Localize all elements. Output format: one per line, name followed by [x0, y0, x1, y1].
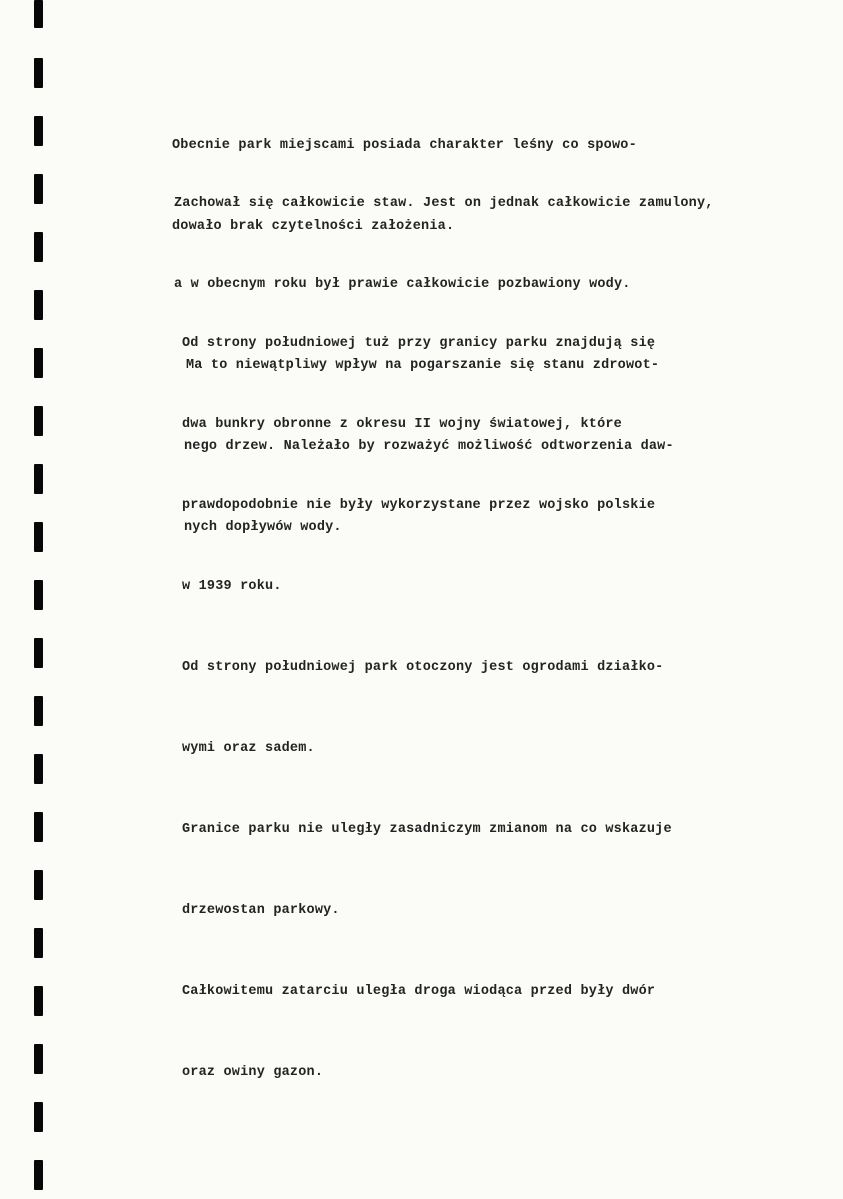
binding-hole [34, 348, 43, 378]
binding-holes [0, 0, 60, 1199]
text-line: oraz owiny gazon. [182, 1065, 324, 1080]
text-line: Od strony południowej tuż przy granicy parku znajdują się [182, 336, 656, 351]
binding-hole [34, 522, 43, 552]
binding-hole [34, 696, 43, 726]
text-line: Granice parku nie uległy zasadniczym zmianom na co wskazuje [182, 822, 672, 837]
text-line: Obecnie park miejscami posiada charakter leśny co spowo- [172, 138, 637, 153]
binding-hole [34, 928, 43, 958]
text-line: dwa bunkry obronne z okresu II wojny światowej, które [182, 417, 622, 432]
binding-hole [34, 464, 43, 494]
text-line: wymi oraz sadem. [182, 741, 315, 756]
binding-hole [34, 1160, 43, 1190]
binding-hole [34, 116, 43, 146]
binding-hole [34, 0, 43, 28]
binding-hole [34, 174, 43, 204]
binding-hole [34, 290, 43, 320]
binding-hole [34, 754, 43, 784]
text-line: nych dopływów wody. [184, 520, 342, 535]
text-line: Ma to niewątpliwy wpływ na pogarszanie się stanu zdrowot- [186, 358, 660, 373]
text-line: dowało brak czytelności założenia. [172, 219, 455, 234]
binding-hole [34, 638, 43, 668]
binding-hole [34, 1102, 43, 1132]
binding-hole [34, 870, 43, 900]
text-line: Od strony południowej park otoczony jest ogrodami działko- [182, 660, 664, 675]
text-line: drzewostan parkowy. [182, 903, 340, 918]
text-line: Całkowitemu zatarciu uległa droga wiodąca przed były dwór [182, 984, 656, 999]
binding-hole [34, 1044, 43, 1074]
text-line: w 1939 roku. [182, 579, 282, 594]
text-line: nego drzew. Należało by rozważyć możliwość odtworzenia daw- [184, 439, 674, 454]
binding-hole [34, 986, 43, 1016]
binding-hole [34, 58, 43, 88]
paragraph [182, 276, 672, 1140]
text-line: prawdopodobnie nie były wykorzystane przez wojsko polskie [182, 498, 656, 513]
text-line: Zachował się całkowicie staw. Jest on jednak całkowicie zamulony, [174, 196, 714, 211]
text-line: a w obecnym roku był prawie całkowicie pozbawiony wody. [174, 277, 631, 292]
binding-hole [34, 232, 43, 262]
binding-hole [34, 580, 43, 610]
binding-hole [34, 812, 43, 842]
binding-hole [34, 406, 43, 436]
